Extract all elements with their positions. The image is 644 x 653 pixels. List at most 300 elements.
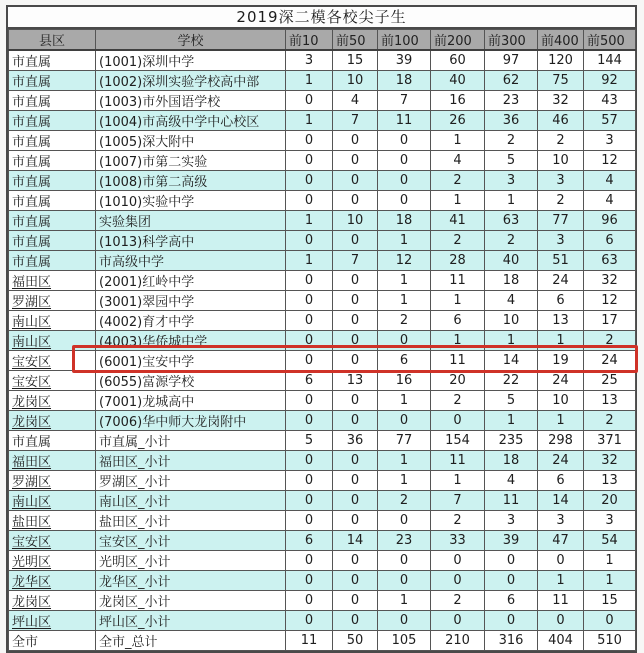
district-cell: 市直属 bbox=[9, 211, 96, 231]
value-cell: 10 bbox=[538, 391, 584, 411]
district-cell: 南山区 bbox=[9, 311, 96, 331]
school-cell: (2001)红岭中学 bbox=[96, 271, 286, 291]
district-cell: 宝安区 bbox=[9, 351, 96, 371]
value-cell: 1 bbox=[286, 111, 333, 131]
value-cell: 371 bbox=[584, 431, 636, 451]
district-cell: 坪山区 bbox=[9, 611, 96, 631]
value-cell: 1 bbox=[538, 331, 584, 351]
value-cell: 19 bbox=[538, 351, 584, 371]
district-cell: 龙华区 bbox=[9, 571, 96, 591]
header-top50: 前50 bbox=[333, 30, 378, 51]
header-top500: 前500 bbox=[584, 30, 636, 51]
value-cell: 7 bbox=[378, 91, 431, 111]
value-cell: 0 bbox=[485, 611, 538, 631]
value-cell: 316 bbox=[485, 631, 538, 651]
value-cell: 1 bbox=[584, 571, 636, 591]
value-cell: 4 bbox=[584, 191, 636, 211]
value-cell: 298 bbox=[538, 431, 584, 451]
table-row bbox=[9, 91, 636, 111]
value-cell: 2 bbox=[431, 231, 485, 251]
value-cell: 0 bbox=[286, 131, 333, 151]
value-cell: 32 bbox=[584, 451, 636, 471]
value-cell: 2 bbox=[538, 131, 584, 151]
school-cell: 福田区_小计 bbox=[96, 451, 286, 471]
value-cell: 2 bbox=[378, 491, 431, 511]
value-cell: 51 bbox=[538, 251, 584, 271]
value-cell: 12 bbox=[584, 291, 636, 311]
value-cell: 11 bbox=[431, 271, 485, 291]
value-cell: 18 bbox=[378, 71, 431, 91]
value-cell: 0 bbox=[333, 471, 378, 491]
value-cell: 0 bbox=[333, 451, 378, 471]
district-cell: 龙岗区 bbox=[9, 391, 96, 411]
value-cell: 1 bbox=[378, 591, 431, 611]
value-cell: 16 bbox=[378, 371, 431, 391]
value-cell: 75 bbox=[538, 71, 584, 91]
district-cell: 市直属 bbox=[9, 231, 96, 251]
school-cell: (1007)市第二实验 bbox=[96, 151, 286, 171]
school-cell: (1010)实验中学 bbox=[96, 191, 286, 211]
value-cell: 12 bbox=[584, 151, 636, 171]
value-cell: 1 bbox=[286, 211, 333, 231]
value-cell: 24 bbox=[538, 271, 584, 291]
value-cell: 0 bbox=[333, 291, 378, 311]
value-cell: 16 bbox=[431, 91, 485, 111]
value-cell: 11 bbox=[538, 591, 584, 611]
value-cell: 0 bbox=[431, 611, 485, 631]
value-cell: 14 bbox=[333, 531, 378, 551]
value-cell: 25 bbox=[584, 371, 636, 391]
value-cell: 0 bbox=[333, 491, 378, 511]
district-cell: 宝安区 bbox=[9, 531, 96, 551]
value-cell: 2 bbox=[538, 191, 584, 211]
school-cell: (1003)市外国语学校 bbox=[96, 91, 286, 111]
district-cell: 市直属 bbox=[9, 111, 96, 131]
value-cell: 2 bbox=[431, 511, 485, 531]
value-cell: 0 bbox=[286, 331, 333, 351]
value-cell: 0 bbox=[431, 411, 485, 431]
value-cell: 0 bbox=[333, 591, 378, 611]
value-cell: 1 bbox=[378, 391, 431, 411]
value-cell: 10 bbox=[485, 311, 538, 331]
value-cell: 2 bbox=[485, 131, 538, 151]
value-cell: 2 bbox=[431, 171, 485, 191]
school-cell: (1008)市第二高级 bbox=[96, 171, 286, 191]
value-cell: 6 bbox=[538, 471, 584, 491]
header-top10: 前10 bbox=[286, 30, 333, 51]
value-cell: 0 bbox=[286, 571, 333, 591]
table-row bbox=[9, 291, 636, 311]
value-cell: 1 bbox=[378, 291, 431, 311]
value-cell: 0 bbox=[333, 511, 378, 531]
value-cell: 0 bbox=[333, 571, 378, 591]
value-cell: 3 bbox=[485, 511, 538, 531]
value-cell: 7 bbox=[333, 251, 378, 271]
table-row bbox=[9, 171, 636, 191]
value-cell: 0 bbox=[286, 611, 333, 631]
table-row bbox=[9, 191, 636, 211]
value-cell: 63 bbox=[584, 251, 636, 271]
table-title: 2019深二模各校尖子生 bbox=[8, 7, 635, 29]
school-cell: (1002)深圳实验学校高中部 bbox=[96, 71, 286, 91]
value-cell: 13 bbox=[333, 371, 378, 391]
table-row bbox=[9, 331, 636, 351]
value-cell: 22 bbox=[485, 371, 538, 391]
school-cell: 光明区_小计 bbox=[96, 551, 286, 571]
value-cell: 6 bbox=[485, 591, 538, 611]
value-cell: 0 bbox=[378, 411, 431, 431]
table-row bbox=[9, 151, 636, 171]
value-cell: 404 bbox=[538, 631, 584, 651]
value-cell: 0 bbox=[378, 571, 431, 591]
district-cell: 市直属 bbox=[9, 91, 96, 111]
header-row bbox=[9, 30, 636, 51]
value-cell: 26 bbox=[431, 111, 485, 131]
value-cell: 0 bbox=[378, 151, 431, 171]
value-cell: 0 bbox=[485, 571, 538, 591]
value-cell: 20 bbox=[584, 491, 636, 511]
value-cell: 0 bbox=[333, 231, 378, 251]
table-row bbox=[9, 551, 636, 571]
value-cell: 1 bbox=[431, 471, 485, 491]
header-top200: 前200 bbox=[431, 30, 485, 51]
value-cell: 0 bbox=[286, 91, 333, 111]
value-cell: 17 bbox=[584, 311, 636, 331]
district-cell: 龙岗区 bbox=[9, 591, 96, 611]
value-cell: 235 bbox=[485, 431, 538, 451]
value-cell: 0 bbox=[286, 471, 333, 491]
value-cell: 105 bbox=[378, 631, 431, 651]
value-cell: 10 bbox=[538, 151, 584, 171]
district-cell: 南山区 bbox=[9, 331, 96, 351]
value-cell: 3 bbox=[584, 511, 636, 531]
table-row bbox=[9, 311, 636, 331]
school-cell: 龙岗区_小计 bbox=[96, 591, 286, 611]
value-cell: 1 bbox=[485, 191, 538, 211]
value-cell: 11 bbox=[378, 111, 431, 131]
table-row bbox=[9, 591, 636, 611]
value-cell: 15 bbox=[333, 50, 378, 71]
table-row bbox=[9, 271, 636, 291]
value-cell: 0 bbox=[378, 191, 431, 211]
table-row bbox=[9, 571, 636, 591]
value-cell: 2 bbox=[584, 331, 636, 351]
value-cell: 0 bbox=[333, 151, 378, 171]
school-cell: (6001)宝安中学 bbox=[96, 351, 286, 371]
table-row bbox=[9, 211, 636, 231]
table-row bbox=[9, 251, 636, 271]
school-cell: (3001)翠园中学 bbox=[96, 291, 286, 311]
value-cell: 4 bbox=[485, 291, 538, 311]
value-cell: 1 bbox=[485, 331, 538, 351]
value-cell: 1 bbox=[485, 411, 538, 431]
value-cell: 10 bbox=[333, 71, 378, 91]
value-cell: 39 bbox=[378, 50, 431, 71]
value-cell: 0 bbox=[333, 331, 378, 351]
value-cell: 0 bbox=[286, 271, 333, 291]
value-cell: 57 bbox=[584, 111, 636, 131]
value-cell: 1 bbox=[378, 231, 431, 251]
value-cell: 0 bbox=[333, 131, 378, 151]
district-cell: 龙岗区 bbox=[9, 411, 96, 431]
table-row bbox=[9, 391, 636, 411]
value-cell: 6 bbox=[538, 291, 584, 311]
school-cell: 盐田区_小计 bbox=[96, 511, 286, 531]
table-row bbox=[9, 71, 636, 91]
value-cell: 1 bbox=[538, 571, 584, 591]
header-top100: 前100 bbox=[378, 30, 431, 51]
value-cell: 24 bbox=[584, 351, 636, 371]
value-cell: 1 bbox=[378, 471, 431, 491]
district-cell: 市直属 bbox=[9, 431, 96, 451]
table-row bbox=[9, 431, 636, 451]
value-cell: 3 bbox=[538, 171, 584, 191]
value-cell: 0 bbox=[286, 171, 333, 191]
value-cell: 510 bbox=[584, 631, 636, 651]
value-cell: 11 bbox=[485, 491, 538, 511]
value-cell: 60 bbox=[431, 50, 485, 71]
table-row bbox=[9, 131, 636, 151]
header-district: 县区 bbox=[9, 30, 96, 51]
score-table-panel bbox=[6, 5, 637, 653]
district-cell: 全市 bbox=[9, 631, 96, 651]
value-cell: 92 bbox=[584, 71, 636, 91]
value-cell: 36 bbox=[485, 111, 538, 131]
school-cell: 坪山区_小计 bbox=[96, 611, 286, 631]
value-cell: 1 bbox=[431, 191, 485, 211]
value-cell: 24 bbox=[538, 451, 584, 471]
value-cell: 47 bbox=[538, 531, 584, 551]
value-cell: 0 bbox=[378, 511, 431, 531]
value-cell: 0 bbox=[286, 491, 333, 511]
value-cell: 39 bbox=[485, 531, 538, 551]
value-cell: 0 bbox=[378, 611, 431, 631]
school-cell: 宝安区_小计 bbox=[96, 531, 286, 551]
value-cell: 11 bbox=[286, 631, 333, 651]
value-cell: 0 bbox=[333, 351, 378, 371]
value-cell: 1 bbox=[584, 551, 636, 571]
table-row bbox=[9, 50, 636, 71]
value-cell: 210 bbox=[431, 631, 485, 651]
value-cell: 14 bbox=[485, 351, 538, 371]
value-cell: 32 bbox=[584, 271, 636, 291]
district-cell: 市直属 bbox=[9, 171, 96, 191]
value-cell: 0 bbox=[378, 171, 431, 191]
value-cell: 18 bbox=[485, 271, 538, 291]
value-cell: 0 bbox=[286, 391, 333, 411]
value-cell: 4 bbox=[485, 471, 538, 491]
table-row bbox=[9, 611, 636, 631]
value-cell: 14 bbox=[538, 491, 584, 511]
value-cell: 0 bbox=[333, 311, 378, 331]
value-cell: 23 bbox=[485, 91, 538, 111]
district-cell: 市直属 bbox=[9, 50, 96, 71]
value-cell: 24 bbox=[538, 371, 584, 391]
value-cell: 6 bbox=[286, 371, 333, 391]
value-cell: 0 bbox=[333, 391, 378, 411]
value-cell: 7 bbox=[431, 491, 485, 511]
district-cell: 市直属 bbox=[9, 251, 96, 271]
school-cell: 罗湖区_小计 bbox=[96, 471, 286, 491]
value-cell: 0 bbox=[286, 231, 333, 251]
value-cell: 0 bbox=[333, 411, 378, 431]
value-cell: 3 bbox=[538, 511, 584, 531]
value-cell: 0 bbox=[286, 151, 333, 171]
value-cell: 5 bbox=[286, 431, 333, 451]
value-cell: 0 bbox=[286, 551, 333, 571]
school-cell: 龙华区_小计 bbox=[96, 571, 286, 591]
value-cell: 13 bbox=[538, 311, 584, 331]
table-row bbox=[9, 111, 636, 131]
value-cell: 0 bbox=[333, 171, 378, 191]
table-row bbox=[9, 351, 636, 371]
value-cell: 1 bbox=[431, 331, 485, 351]
table-row bbox=[9, 411, 636, 431]
value-cell: 11 bbox=[431, 451, 485, 471]
value-cell: 2 bbox=[431, 591, 485, 611]
table-row bbox=[9, 371, 636, 391]
value-cell: 6 bbox=[584, 231, 636, 251]
district-cell: 市直属 bbox=[9, 191, 96, 211]
value-cell: 62 bbox=[485, 71, 538, 91]
district-cell: 市直属 bbox=[9, 71, 96, 91]
value-cell: 0 bbox=[333, 551, 378, 571]
value-cell: 5 bbox=[485, 391, 538, 411]
school-cell: (1013)科学高中 bbox=[96, 231, 286, 251]
school-cell: (4003)华侨城中学 bbox=[96, 331, 286, 351]
value-cell: 3 bbox=[538, 231, 584, 251]
value-cell: 13 bbox=[584, 471, 636, 491]
district-cell: 盐田区 bbox=[9, 511, 96, 531]
value-cell: 10 bbox=[333, 211, 378, 231]
value-cell: 0 bbox=[286, 511, 333, 531]
value-cell: 97 bbox=[485, 50, 538, 71]
value-cell: 54 bbox=[584, 531, 636, 551]
value-cell: 0 bbox=[584, 611, 636, 631]
value-cell: 32 bbox=[538, 91, 584, 111]
district-cell: 福田区 bbox=[9, 271, 96, 291]
value-cell: 3 bbox=[584, 131, 636, 151]
value-cell: 0 bbox=[431, 551, 485, 571]
value-cell: 40 bbox=[485, 251, 538, 271]
district-cell: 南山区 bbox=[9, 491, 96, 511]
table-row bbox=[9, 511, 636, 531]
value-cell: 0 bbox=[286, 591, 333, 611]
school-cell: (7006)华中师大龙岗附中 bbox=[96, 411, 286, 431]
value-cell: 6 bbox=[431, 311, 485, 331]
school-cell: (4002)育才中学 bbox=[96, 311, 286, 331]
value-cell: 41 bbox=[431, 211, 485, 231]
value-cell: 120 bbox=[538, 50, 584, 71]
value-cell: 15 bbox=[584, 591, 636, 611]
district-cell: 福田区 bbox=[9, 451, 96, 471]
value-cell: 3 bbox=[485, 171, 538, 191]
value-cell: 144 bbox=[584, 50, 636, 71]
value-cell: 6 bbox=[378, 351, 431, 371]
value-cell: 18 bbox=[378, 211, 431, 231]
school-cell: (7001)龙城高中 bbox=[96, 391, 286, 411]
value-cell: 33 bbox=[431, 531, 485, 551]
table-row bbox=[9, 231, 636, 251]
value-cell: 1 bbox=[378, 271, 431, 291]
score-table bbox=[8, 29, 636, 651]
value-cell: 2 bbox=[378, 311, 431, 331]
district-cell: 光明区 bbox=[9, 551, 96, 571]
value-cell: 18 bbox=[485, 451, 538, 471]
value-cell: 0 bbox=[286, 351, 333, 371]
value-cell: 0 bbox=[286, 311, 333, 331]
value-cell: 0 bbox=[333, 191, 378, 211]
value-cell: 0 bbox=[378, 331, 431, 351]
value-cell: 2 bbox=[584, 411, 636, 431]
value-cell: 154 bbox=[431, 431, 485, 451]
table-row bbox=[9, 491, 636, 511]
header-top400: 前400 bbox=[538, 30, 584, 51]
value-cell: 0 bbox=[485, 551, 538, 571]
value-cell: 4 bbox=[333, 91, 378, 111]
table-row bbox=[9, 471, 636, 491]
value-cell: 1 bbox=[538, 411, 584, 431]
header-school: 学校 bbox=[96, 30, 286, 51]
value-cell: 0 bbox=[333, 271, 378, 291]
table-body bbox=[9, 50, 636, 651]
school-cell: (1005)深大附中 bbox=[96, 131, 286, 151]
value-cell: 1 bbox=[286, 251, 333, 271]
value-cell: 46 bbox=[538, 111, 584, 131]
value-cell: 28 bbox=[431, 251, 485, 271]
table-row bbox=[9, 531, 636, 551]
value-cell: 40 bbox=[431, 71, 485, 91]
value-cell: 50 bbox=[333, 631, 378, 651]
value-cell: 0 bbox=[333, 611, 378, 631]
value-cell: 2 bbox=[485, 231, 538, 251]
district-cell: 罗湖区 bbox=[9, 471, 96, 491]
value-cell: 20 bbox=[431, 371, 485, 391]
header-top300: 前300 bbox=[485, 30, 538, 51]
value-cell: 0 bbox=[286, 411, 333, 431]
school-cell: 市高级中学 bbox=[96, 251, 286, 271]
value-cell: 11 bbox=[431, 351, 485, 371]
value-cell: 7 bbox=[333, 111, 378, 131]
value-cell: 6 bbox=[286, 531, 333, 551]
value-cell: 13 bbox=[584, 391, 636, 411]
value-cell: 0 bbox=[431, 571, 485, 591]
value-cell: 0 bbox=[538, 611, 584, 631]
value-cell: 77 bbox=[378, 431, 431, 451]
value-cell: 0 bbox=[286, 291, 333, 311]
value-cell: 0 bbox=[378, 131, 431, 151]
table-row bbox=[9, 631, 636, 651]
value-cell: 1 bbox=[431, 131, 485, 151]
school-cell: (6055)富源学校 bbox=[96, 371, 286, 391]
value-cell: 77 bbox=[538, 211, 584, 231]
value-cell: 12 bbox=[378, 251, 431, 271]
value-cell: 0 bbox=[286, 451, 333, 471]
value-cell: 2 bbox=[431, 391, 485, 411]
value-cell: 63 bbox=[485, 211, 538, 231]
value-cell: 4 bbox=[584, 171, 636, 191]
value-cell: 23 bbox=[378, 531, 431, 551]
value-cell: 3 bbox=[286, 50, 333, 71]
value-cell: 5 bbox=[485, 151, 538, 171]
value-cell: 4 bbox=[431, 151, 485, 171]
value-cell: 36 bbox=[333, 431, 378, 451]
school-cell: 南山区_小计 bbox=[96, 491, 286, 511]
value-cell: 96 bbox=[584, 211, 636, 231]
school-cell: 实验集团 bbox=[96, 211, 286, 231]
district-cell: 市直属 bbox=[9, 151, 96, 171]
district-cell: 宝安区 bbox=[9, 371, 96, 391]
